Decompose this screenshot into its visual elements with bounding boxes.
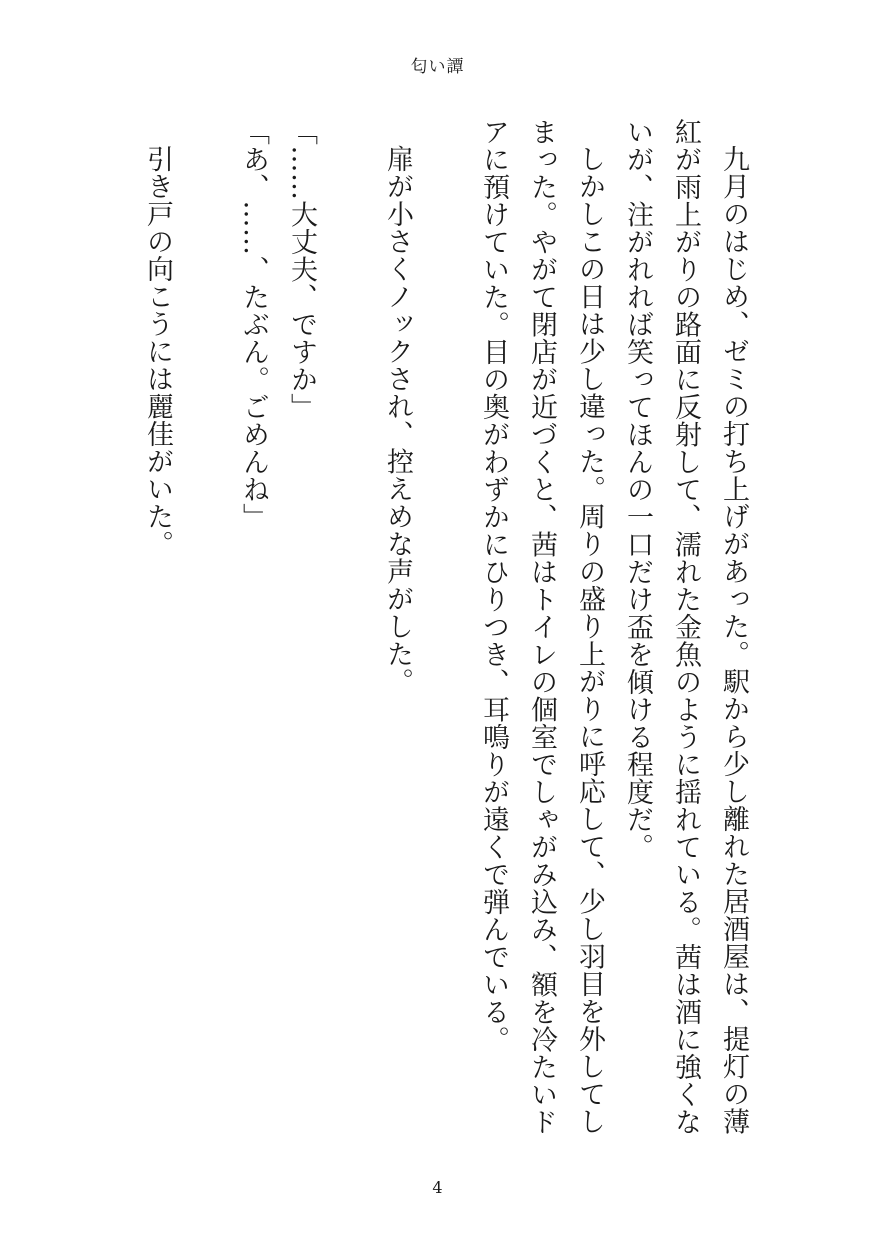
page-title: 匂い譚 [410,57,465,77]
dialogue-line-1: 「……大丈夫、ですか」 [286,118,317,421]
dialogue-line-2: 「あ、……、たぶん。ごめんね」 [238,118,269,531]
vertical-body-text [142,118,757,1138]
blank-line [181,118,229,1138]
page-number: 4 [432,1178,443,1197]
blank-line [325,118,373,1138]
blank-line [421,118,469,1138]
paragraph-3: 扉が小さくノックされ、控えめな声がした。 [382,145,413,695]
paragraph-4: 引き戸の向こうには麗佳がいた。 [142,145,173,558]
paragraph-2: しかしこの日は少し違った。周りの盛り上がりに呼応して、少し羽目を外してしまった。やがて閉店が近づくと、茜はトイレの個室でしゃがみ込み、額を冷たいドアに預けていた。目の奥がわずかにひりつき、耳鳴りが遠くで弾んでいる。 [478,118,605,1136]
paragraph-1: 九月のはじめ、ゼミの打ち上げがあった。駅から少し離れた居酒屋は、提灯の薄紅が雨上がりの路面に反射して、濡れた金魚のように揺れている。茜は酒に強くないが、注がれれば笑ってほんの一口だけ盃を傾ける程度だ。 [622,118,749,1136]
